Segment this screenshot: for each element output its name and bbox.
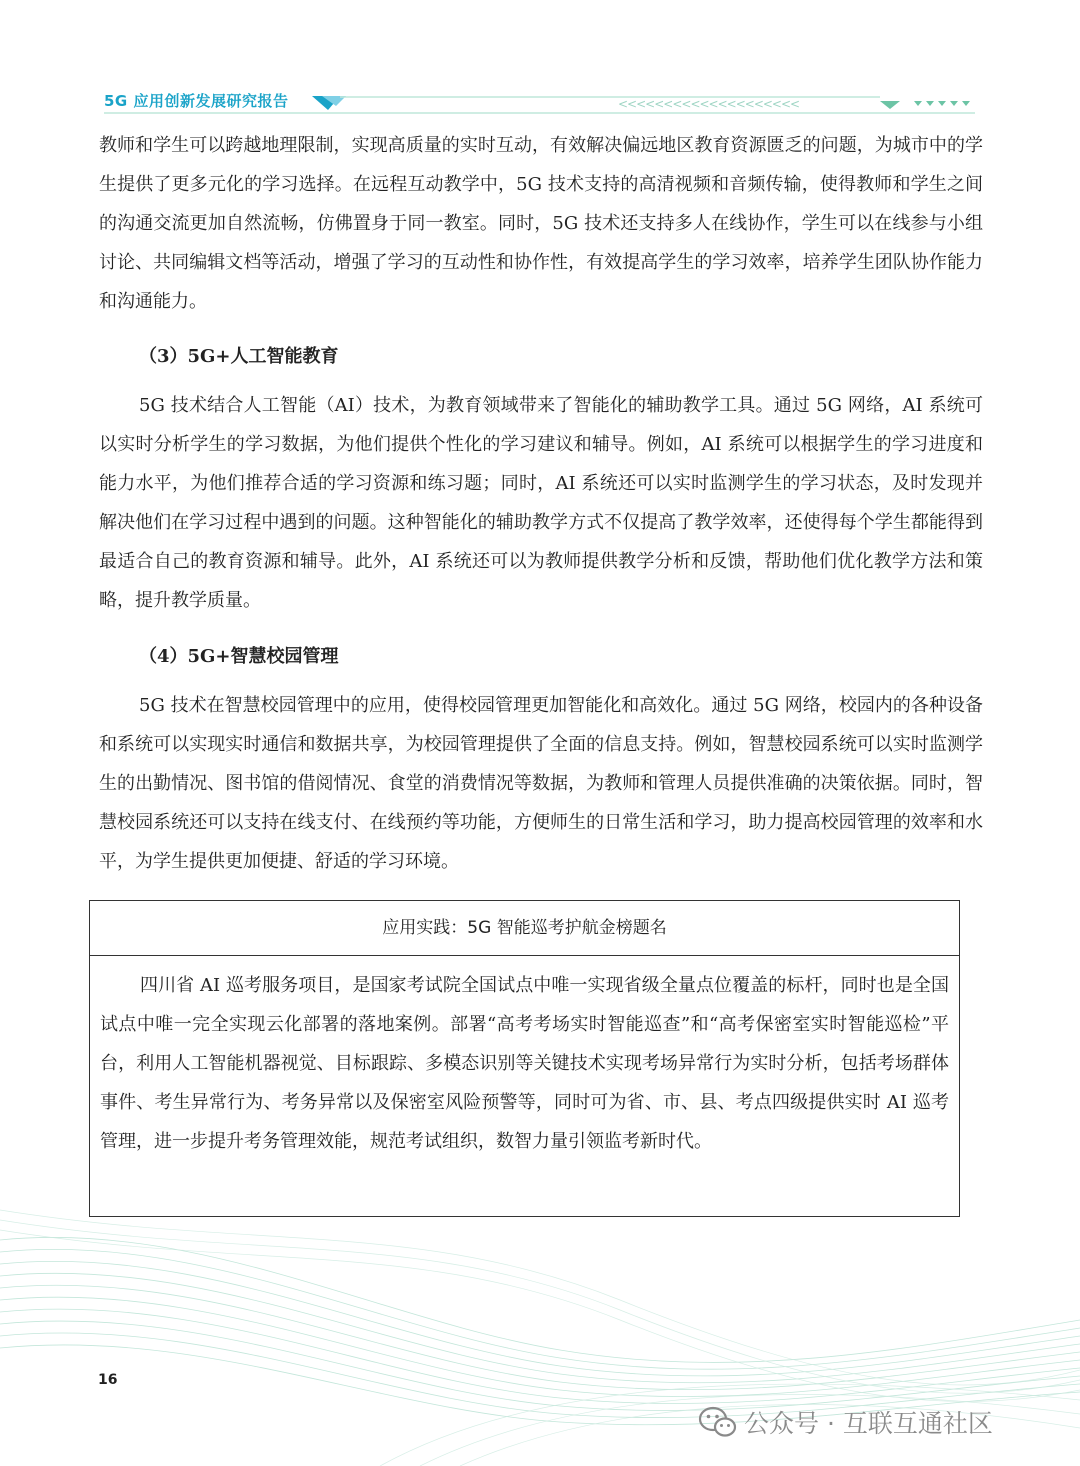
paragraph-smart-campus: 5G 技术在智慧校园管理中的应用，使得校园管理更加智能化和高效化。通过 5G 网络，校园内的各种设备和系统可以实现实时通信和数据共享，为校园管理提供了全面的信息支持。例如，智慧校园系统可以实时监测学生的出勤情况、图书馆的借阅情况、食堂的消费情况等数据，为教师和管理人员提供准确的决策依据。同时，智慧校园系统还可以支持在线支付、在线预约等功能，方便师生的日常生活和学习，助力提高校园管理的效率和水平，为学生提供更加便捷、舒适的学习环境。 [99,695,983,872]
report-title: 5G 应用创新发展研究报告 [104,92,289,110]
section-heading-ai-education: （3）5G+人工智能教育 [139,346,339,367]
case-study-box [89,900,960,1217]
section-heading-smart-campus: （4）5G+智慧校园管理 [139,646,339,667]
paragraph-remote-teaching: 教师和学生可以跨越地理限制，实现高质量的实时互动，有效解决偏远地区教育资源匮乏的问题，为城市中的学生提供了更多元化的学习选择。在远程互动教学中，5G 技术支持的高清视频和音频传输，使得教师和学生之间的沟通交流更加自然流畅，仿佛置身于同一教室。同时，5G 技术还支持多人在线协作，学生可以在线参与小组讨论、共同编辑文档等活动，增强了学习的互动性和协作性，有效提高学生的学习效率，培养学生团队协作能力和沟通能力。 [99,135,983,312]
watermark-text: 公众号 · 互联互通社区 [744,1409,993,1438]
page-number: 16 [98,1372,118,1388]
chevron-decoration: <<<<<<<<<<<<<<<<<<<< [618,97,800,111]
case-study-title: 应用实践：5G 智能巡考护航金榜题名 [90,901,959,956]
case-study-text: 四川省 AI 巡考服务项目，是国家考试院全国试点中唯一实现省级全量点位覆盖的标杆，同时也是全国试点中唯一完全实现云化部署的落地案例。部署“高考考场实时智能巡查”和“高考保密室实时智能巡检”平台，利用人工智能机器视觉、目标跟踪、多模态识别等关键技术实现考场异常行为实时分析，包括考场群体事件、考生异常行为、考务异常以及保密室风险预警等，同时可为省、市、县、考点四级提供实时 AI 巡考管理，进一步提升考务管理效能，规范考试组织，数智力量引领监考新时代。 [100,975,949,1152]
watermark [698,1402,993,1442]
wechat-icon [698,1405,738,1439]
paragraph-ai-education: 5G 技术结合人工智能（AI）技术，为教育领域带来了智能化的辅助教学工具。通过 5G 网络，AI 系统可以实时分析学生的学习数据，为他们提供个性化的学习建议和辅导。例如，AI 系统可以根据学生的学习进度和能力水平，为他们推荐合适的学习资源和练习题；同时，AI 系统还可以实时监测学生的学习状态，及时发现并解决他们在学习过程中遇到的问题。这种智能化的辅助教学方式不仅提高了教学效率，还使得每个学生都能得到最适合自己的教育资源和辅导。此外，AI 系统还可以为教师提供教学分析和反馈，帮助他们优化教学方法和策略，提升教学质量。 [99,395,983,611]
page-header [0,0,1080,130]
